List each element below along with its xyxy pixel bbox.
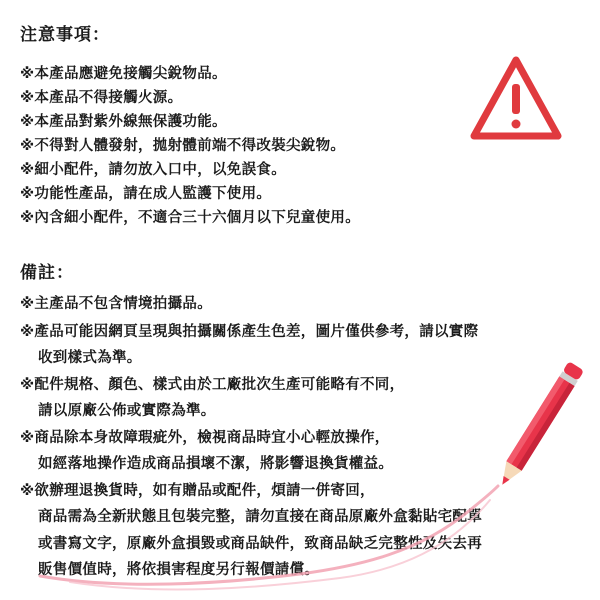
remark-line: 商品需為全新狀態且包裝完整，請勿直接在商品原廠外盒黏貼宅配單 <box>38 509 482 525</box>
notice-item: ※本產品不得接觸火源。 <box>20 90 183 106</box>
remark-line: 收到樣式為準。 <box>38 350 142 366</box>
notice-item: ※細小配件，請勿放入口中，以免誤食。 <box>20 162 286 178</box>
notice-item: ※功能性產品，請在成人監護下使用。 <box>20 186 272 202</box>
notice-item: ※本產品應避免接觸尖銳物品。 <box>20 66 227 82</box>
notice-item: ※本產品對紫外線無保護功能。 <box>20 114 227 130</box>
remark-line: 販售價值時，將依損害程度另行報價請償。 <box>38 562 320 578</box>
remark-line: 或書寫文字，原廠外盒損毀或商品缺件，致商品缺乏完整性及失去再 <box>38 536 482 552</box>
notice-title: 注意事項： <box>20 25 110 45</box>
remark-line: 請以原廠公佈或實際為準。 <box>38 403 216 419</box>
remark-line: ※配件規格、顏色、樣式由於工廠批次生產可能略有不同， <box>20 377 405 393</box>
remark-line: 如經落地操作造成商品損壞不潔，將影響退換貨權益。 <box>38 456 394 472</box>
remark-line: ※產品可能因網頁呈現與拍攝關係產生色差，圖片僅供參考，請以實際 <box>20 324 479 340</box>
remarks-title: 備註： <box>20 263 74 283</box>
remark-line: ※商品除本身故障瑕疵外，檢視商品時宜小心輕放操作， <box>20 430 390 446</box>
notice-item: ※不得對人體發射，拋射體前端不得改裝尖銳物。 <box>20 138 346 154</box>
remark-line: ※欲辦理退換貨時，如有贈品或配件，煩請一併寄回， <box>20 483 375 499</box>
remark-line: ※主產品不包含情境拍攝品。 <box>20 296 212 312</box>
notice-item: ※內含細小配件，不適合三十六個月以下兒童使用。 <box>20 210 360 226</box>
warning-triangle-icon <box>468 54 564 144</box>
